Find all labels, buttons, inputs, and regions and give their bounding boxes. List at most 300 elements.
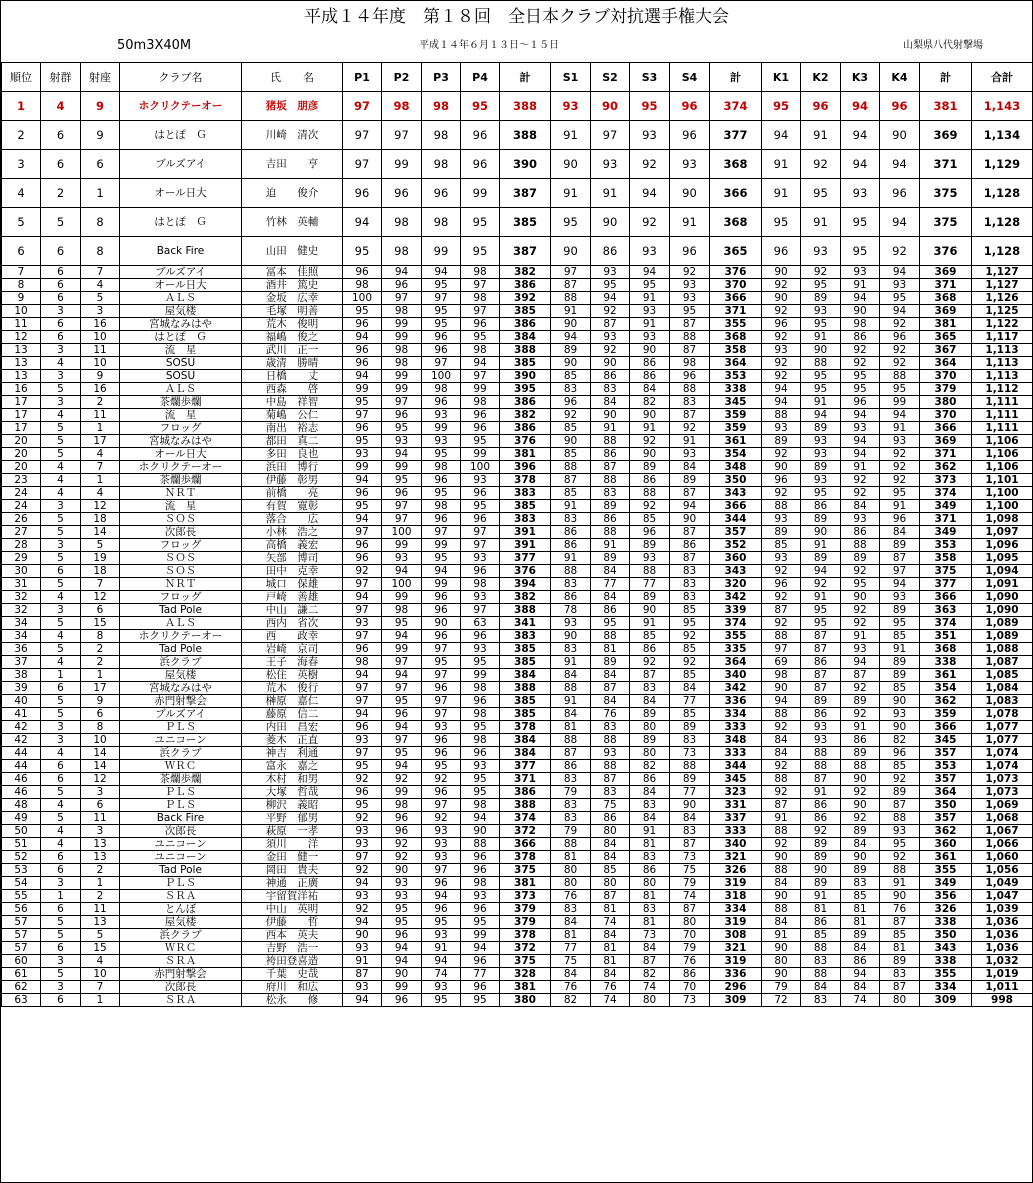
cell-p3: 93 xyxy=(422,851,461,864)
cell-k3: 92 xyxy=(841,682,880,695)
cell-s1: 90 xyxy=(551,630,591,643)
cell-p4: 98 xyxy=(461,734,500,747)
cell-p1: 93 xyxy=(343,890,382,903)
cell-club: とんぼ xyxy=(120,903,242,916)
cell-s2: 86 xyxy=(591,513,630,526)
cell-club: ブルズアイ xyxy=(120,708,242,721)
cell-s-total: 368 xyxy=(710,208,762,237)
cell-s-total: 340 xyxy=(710,669,762,682)
cell-lane: 9 xyxy=(81,370,120,383)
table-row xyxy=(2,903,1033,916)
cell-p1: 93 xyxy=(343,825,382,838)
cell-p4: 95 xyxy=(461,331,500,344)
cell-lane: 10 xyxy=(81,734,120,747)
table-row xyxy=(2,734,1033,747)
cell-name: 南出 裕志 xyxy=(242,422,343,435)
cell-s4: 88 xyxy=(670,331,710,344)
cell-rank: 55 xyxy=(2,890,41,903)
cell-s2: 83 xyxy=(591,721,630,734)
cell-p-total: 388 xyxy=(500,799,551,812)
cell-k-total: 338 xyxy=(920,916,972,929)
cell-club: Back Fire xyxy=(120,812,242,825)
cell-club: ＡＬＳ xyxy=(120,617,242,630)
cell-p2: 97 xyxy=(382,121,422,150)
cell-rank: 28 xyxy=(2,539,41,552)
cell-group: 3 xyxy=(41,734,81,747)
cell-k3: 84 xyxy=(841,981,880,994)
cell-p2: 97 xyxy=(382,682,422,695)
cell-s2: 84 xyxy=(591,591,630,604)
cell-k3: 93 xyxy=(841,179,880,208)
cell-p1: 96 xyxy=(343,344,382,357)
cell-p-total: 381 xyxy=(500,448,551,461)
table-row xyxy=(2,237,1033,266)
cell-s4: 90 xyxy=(670,179,710,208)
cell-p1: 92 xyxy=(343,903,382,916)
cell-rank: 4 xyxy=(2,179,41,208)
cell-p1: 95 xyxy=(343,760,382,773)
cell-s2: 81 xyxy=(591,903,630,916)
cell-p1: 97 xyxy=(343,682,382,695)
cell-grand-total: 1,036 xyxy=(972,929,1033,942)
cell-rank: 57 xyxy=(2,929,41,942)
cell-p4: 95 xyxy=(461,916,500,929)
cell-k4: 94 xyxy=(880,266,920,279)
cell-s1: 89 xyxy=(551,344,591,357)
cell-grand-total: 1,085 xyxy=(972,669,1033,682)
cell-s4: 79 xyxy=(670,942,710,955)
cell-s-total: 333 xyxy=(710,721,762,734)
cell-group: 4 xyxy=(41,92,81,121)
cell-k2: 89 xyxy=(801,838,841,851)
cell-club: ユニコーン xyxy=(120,838,242,851)
table-row xyxy=(2,266,1033,279)
cell-lane: 4 xyxy=(81,448,120,461)
header-k3: K3 xyxy=(841,63,880,92)
cell-lane: 17 xyxy=(81,435,120,448)
cell-p3: 99 xyxy=(422,237,461,266)
table-row xyxy=(2,630,1033,643)
cell-p-total: 391 xyxy=(500,539,551,552)
cell-k3: 94 xyxy=(841,92,880,121)
cell-p1: 96 xyxy=(343,179,382,208)
cell-p1: 98 xyxy=(343,279,382,292)
cell-p4: 96 xyxy=(461,513,500,526)
cell-p1: 96 xyxy=(343,643,382,656)
cell-k-total: 379 xyxy=(920,383,972,396)
cell-club: はとぽ Ｇ xyxy=(120,331,242,344)
cell-s1: 87 xyxy=(551,474,591,487)
cell-p2: 98 xyxy=(382,604,422,617)
cell-k4: 95 xyxy=(880,617,920,630)
cell-s-total: 342 xyxy=(710,682,762,695)
cell-p3: 96 xyxy=(422,331,461,344)
cell-s3: 91 xyxy=(630,292,670,305)
cell-k1: 92 xyxy=(762,448,801,461)
cell-club: Tad Pole xyxy=(120,604,242,617)
cell-k1: 87 xyxy=(762,799,801,812)
cell-k4: 83 xyxy=(880,968,920,981)
cell-p4: 99 xyxy=(461,669,500,682)
cell-k1: 80 xyxy=(762,955,801,968)
cell-group: 5 xyxy=(41,968,81,981)
cell-p-total: 382 xyxy=(500,409,551,422)
cell-name: 西内 省次 xyxy=(242,617,343,630)
cell-s3: 93 xyxy=(630,552,670,565)
cell-club: Tad Pole xyxy=(120,864,242,877)
cell-p3: 95 xyxy=(422,487,461,500)
cell-s3: 93 xyxy=(630,331,670,344)
cell-p4: 99 xyxy=(461,448,500,461)
cell-k1: 92 xyxy=(762,786,801,799)
cell-grand-total: 1,036 xyxy=(972,916,1033,929)
cell-s1: 91 xyxy=(551,695,591,708)
cell-p3: 96 xyxy=(422,877,461,890)
cell-s-total: 361 xyxy=(710,435,762,448)
cell-s-total: 366 xyxy=(710,500,762,513)
cell-p3: 96 xyxy=(422,396,461,409)
cell-s-total: 371 xyxy=(710,305,762,318)
cell-s1: 78 xyxy=(551,604,591,617)
cell-p4: 97 xyxy=(461,526,500,539)
cell-s-total: 358 xyxy=(710,344,762,357)
cell-p3: 97 xyxy=(422,708,461,721)
cell-p3: 93 xyxy=(422,409,461,422)
cell-lane: 7 xyxy=(81,578,120,591)
cell-name: 柳沢 義昭 xyxy=(242,799,343,812)
cell-lane: 8 xyxy=(81,721,120,734)
cell-grand-total: 1,073 xyxy=(972,786,1033,799)
cell-k-total: 355 xyxy=(920,864,972,877)
cell-name: 萩原 一孝 xyxy=(242,825,343,838)
cell-s2: 80 xyxy=(591,825,630,838)
cell-group: 5 xyxy=(41,578,81,591)
cell-s4: 89 xyxy=(670,721,710,734)
cell-s2: 84 xyxy=(591,838,630,851)
cell-club: 赤門射撃会 xyxy=(120,968,242,981)
cell-grand-total: 1,090 xyxy=(972,604,1033,617)
cell-lane: 8 xyxy=(81,630,120,643)
cell-s1: 83 xyxy=(551,812,591,825)
cell-s-total: 345 xyxy=(710,396,762,409)
cell-s2: 89 xyxy=(591,552,630,565)
cell-p-total: 380 xyxy=(500,994,551,1007)
cell-p2: 95 xyxy=(382,903,422,916)
cell-lane: 11 xyxy=(81,903,120,916)
cell-s1: 86 xyxy=(551,539,591,552)
cell-k3: 94 xyxy=(841,121,880,150)
cell-k4: 91 xyxy=(880,500,920,513)
table-row xyxy=(2,150,1033,179)
cell-group: 5 xyxy=(41,422,81,435)
table-row xyxy=(2,773,1033,786)
cell-k-total: 369 xyxy=(920,121,972,150)
header-lane: 射座 xyxy=(81,63,120,92)
cell-p3: 93 xyxy=(422,929,461,942)
cell-s4: 76 xyxy=(670,955,710,968)
cell-rank: 56 xyxy=(2,903,41,916)
table-row xyxy=(2,877,1033,890)
cell-p3: 95 xyxy=(422,656,461,669)
cell-s2: 93 xyxy=(591,150,630,179)
cell-p-total: 391 xyxy=(500,526,551,539)
cell-p3: 96 xyxy=(422,630,461,643)
cell-k-total: 358 xyxy=(920,552,972,565)
cell-k2: 91 xyxy=(801,539,841,552)
cell-s2: 87 xyxy=(591,318,630,331)
cell-s4: 91 xyxy=(670,208,710,237)
cell-k3: 90 xyxy=(841,773,880,786)
cell-s1: 84 xyxy=(551,708,591,721)
cell-s3: 92 xyxy=(630,435,670,448)
cell-s-total: 344 xyxy=(710,760,762,773)
cell-k-total: 309 xyxy=(920,994,972,1007)
cell-p1: 94 xyxy=(343,591,382,604)
cell-s3: 82 xyxy=(630,760,670,773)
cell-s4: 98 xyxy=(670,357,710,370)
cell-lane: 10 xyxy=(81,357,120,370)
cell-k3: 74 xyxy=(841,994,880,1007)
cell-p1: 96 xyxy=(343,357,382,370)
cell-s1: 81 xyxy=(551,929,591,942)
cell-s4: 73 xyxy=(670,851,710,864)
cell-p2: 99 xyxy=(382,786,422,799)
cell-p4: 95 xyxy=(461,208,500,237)
cell-group: 6 xyxy=(41,903,81,916)
cell-p2: 94 xyxy=(382,760,422,773)
cell-s2: 91 xyxy=(591,539,630,552)
cell-k4: 96 xyxy=(880,747,920,760)
cell-p2: 96 xyxy=(382,812,422,825)
cell-k4: 85 xyxy=(880,630,920,643)
cell-s-total: 348 xyxy=(710,734,762,747)
cell-k2: 93 xyxy=(801,734,841,747)
cell-k1: 94 xyxy=(762,383,801,396)
cell-k4: 88 xyxy=(880,812,920,825)
cell-lane: 10 xyxy=(81,331,120,344)
cell-p3: 98 xyxy=(422,500,461,513)
cell-p3: 94 xyxy=(422,565,461,578)
cell-s3: 86 xyxy=(630,864,670,877)
cell-k3: 86 xyxy=(841,955,880,968)
cell-p4: 96 xyxy=(461,747,500,760)
cell-s2: 87 xyxy=(591,461,630,474)
cell-k3: 94 xyxy=(841,150,880,179)
cell-k4: 94 xyxy=(880,208,920,237)
cell-s-total: 338 xyxy=(710,383,762,396)
cell-name: 富永 嘉之 xyxy=(242,760,343,773)
cell-name: 宇留賀洋祐 xyxy=(242,890,343,903)
cell-name: 岩崎 京司 xyxy=(242,643,343,656)
cell-club: ＷＲＣ xyxy=(120,942,242,955)
cell-k2: 96 xyxy=(801,92,841,121)
cell-p3: 95 xyxy=(422,994,461,1007)
cell-p1: 94 xyxy=(343,513,382,526)
cell-s-total: 320 xyxy=(710,578,762,591)
cell-s4: 88 xyxy=(670,760,710,773)
cell-k1: 89 xyxy=(762,435,801,448)
cell-s1: 83 xyxy=(551,799,591,812)
cell-p4: 98 xyxy=(461,292,500,305)
cell-s4: 95 xyxy=(670,305,710,318)
cell-k3: 96 xyxy=(841,396,880,409)
header-k-total: 計 xyxy=(920,63,972,92)
cell-p1: 97 xyxy=(343,92,382,121)
cell-group: 4 xyxy=(41,799,81,812)
table-row xyxy=(2,916,1033,929)
cell-k4: 94 xyxy=(880,305,920,318)
cell-lane: 4 xyxy=(81,955,120,968)
cell-club: 次郎長 xyxy=(120,825,242,838)
cell-p3: 96 xyxy=(422,747,461,760)
cell-s3: 91 xyxy=(630,422,670,435)
cell-lane: 9 xyxy=(81,695,120,708)
cell-rank: 16 xyxy=(2,383,41,396)
cell-p-total: 383 xyxy=(500,487,551,500)
cell-club: 次郎長 xyxy=(120,526,242,539)
cell-grand-total: 1,127 xyxy=(972,266,1033,279)
cell-club: 屋気楼 xyxy=(120,305,242,318)
cell-s2: 80 xyxy=(591,877,630,890)
cell-s1: 91 xyxy=(551,552,591,565)
cell-club: ＳＲＡ xyxy=(120,890,242,903)
cell-k2: 89 xyxy=(801,552,841,565)
cell-rank: 61 xyxy=(2,968,41,981)
cell-name: 矢部 博司 xyxy=(242,552,343,565)
cell-name: 須川 洋 xyxy=(242,838,343,851)
cell-rank: 17 xyxy=(2,422,41,435)
cell-s2: 84 xyxy=(591,695,630,708)
cell-lane: 13 xyxy=(81,851,120,864)
cell-club: ホクリクテーオー xyxy=(120,630,242,643)
cell-k1: 98 xyxy=(762,669,801,682)
cell-p2: 97 xyxy=(382,734,422,747)
cell-s4: 87 xyxy=(670,344,710,357)
cell-k4: 91 xyxy=(880,877,920,890)
cell-s4: 83 xyxy=(670,734,710,747)
cell-k1: 91 xyxy=(762,150,801,179)
cell-p1: 94 xyxy=(343,208,382,237)
cell-k2: 88 xyxy=(801,357,841,370)
cell-group: 3 xyxy=(41,305,81,318)
cell-k-total: 369 xyxy=(920,305,972,318)
cell-name: 浜田 博行 xyxy=(242,461,343,474)
table-body xyxy=(2,92,1033,1007)
cell-k1: 95 xyxy=(762,92,801,121)
cell-grand-total: 1,047 xyxy=(972,890,1033,903)
cell-s-total: 359 xyxy=(710,409,762,422)
cell-p-total: 395 xyxy=(500,383,551,396)
cell-p-total: 394 xyxy=(500,578,551,591)
cell-lane: 9 xyxy=(81,121,120,150)
header-p4: P4 xyxy=(461,63,500,92)
cell-rank: 42 xyxy=(2,721,41,734)
cell-k4: 92 xyxy=(880,474,920,487)
cell-p1: 95 xyxy=(343,396,382,409)
cell-p2: 96 xyxy=(382,409,422,422)
cell-k-total: 366 xyxy=(920,422,972,435)
cell-p1: 96 xyxy=(343,552,382,565)
cell-grand-total: 1,083 xyxy=(972,695,1033,708)
cell-grand-total: 1,089 xyxy=(972,630,1033,643)
cell-p2: 100 xyxy=(382,526,422,539)
header-group: 射群 xyxy=(41,63,81,92)
table-row xyxy=(2,435,1033,448)
cell-p1: 97 xyxy=(343,695,382,708)
cell-group: 4 xyxy=(41,357,81,370)
cell-k2: 91 xyxy=(801,396,841,409)
table-row xyxy=(2,812,1033,825)
cell-lane: 14 xyxy=(81,747,120,760)
cell-grand-total: 1,111 xyxy=(972,409,1033,422)
cell-k4: 87 xyxy=(880,552,920,565)
cell-group: 5 xyxy=(41,617,81,630)
cell-s1: 85 xyxy=(551,422,591,435)
cell-s-total: 352 xyxy=(710,539,762,552)
cell-club: ＰＬＳ xyxy=(120,799,242,812)
cell-k3: 93 xyxy=(841,266,880,279)
cell-lane: 16 xyxy=(81,318,120,331)
cell-k3: 92 xyxy=(841,487,880,500)
cell-s3: 77 xyxy=(630,578,670,591)
cell-p4: 93 xyxy=(461,890,500,903)
cell-s1: 90 xyxy=(551,357,591,370)
cell-s2: 87 xyxy=(591,773,630,786)
cell-s2: 91 xyxy=(591,422,630,435)
cell-p4: 96 xyxy=(461,318,500,331)
cell-p4: 98 xyxy=(461,708,500,721)
cell-s4: 92 xyxy=(670,422,710,435)
cell-name: 菱木 正直 xyxy=(242,734,343,747)
cell-s1: 82 xyxy=(551,994,591,1007)
cell-lane: 6 xyxy=(81,150,120,179)
cell-k3: 95 xyxy=(841,578,880,591)
cell-lane: 1 xyxy=(81,994,120,1007)
cell-group: 5 xyxy=(41,526,81,539)
cell-lane: 11 xyxy=(81,812,120,825)
cell-p-total: 382 xyxy=(500,266,551,279)
cell-p2: 98 xyxy=(382,799,422,812)
cell-k2: 95 xyxy=(801,383,841,396)
cell-k1: 87 xyxy=(762,604,801,617)
cell-k-total: 366 xyxy=(920,591,972,604)
cell-grand-total: 1,074 xyxy=(972,747,1033,760)
cell-s1: 92 xyxy=(551,409,591,422)
cell-s2: 83 xyxy=(591,786,630,799)
table-row xyxy=(2,851,1033,864)
cell-k-total: 381 xyxy=(920,92,972,121)
cell-k1: 93 xyxy=(762,422,801,435)
cell-s1: 83 xyxy=(551,773,591,786)
cell-group: 5 xyxy=(41,513,81,526)
cell-group: 5 xyxy=(41,929,81,942)
cell-rank: 27 xyxy=(2,526,41,539)
cell-s-total: 355 xyxy=(710,318,762,331)
cell-k2: 95 xyxy=(801,370,841,383)
cell-s1: 83 xyxy=(551,578,591,591)
cell-k-total: 362 xyxy=(920,461,972,474)
cell-s1: 88 xyxy=(551,682,591,695)
cell-club: Back Fire xyxy=(120,237,242,266)
cell-grand-total: 1,049 xyxy=(972,877,1033,890)
cell-p1: 97 xyxy=(343,604,382,617)
cell-rank: 46 xyxy=(2,786,41,799)
cell-p4: 96 xyxy=(461,409,500,422)
cell-p4: 99 xyxy=(461,383,500,396)
cell-name: 都田 真二 xyxy=(242,435,343,448)
cell-grand-total: 1,073 xyxy=(972,773,1033,786)
cell-club: 浜クラブ xyxy=(120,747,242,760)
